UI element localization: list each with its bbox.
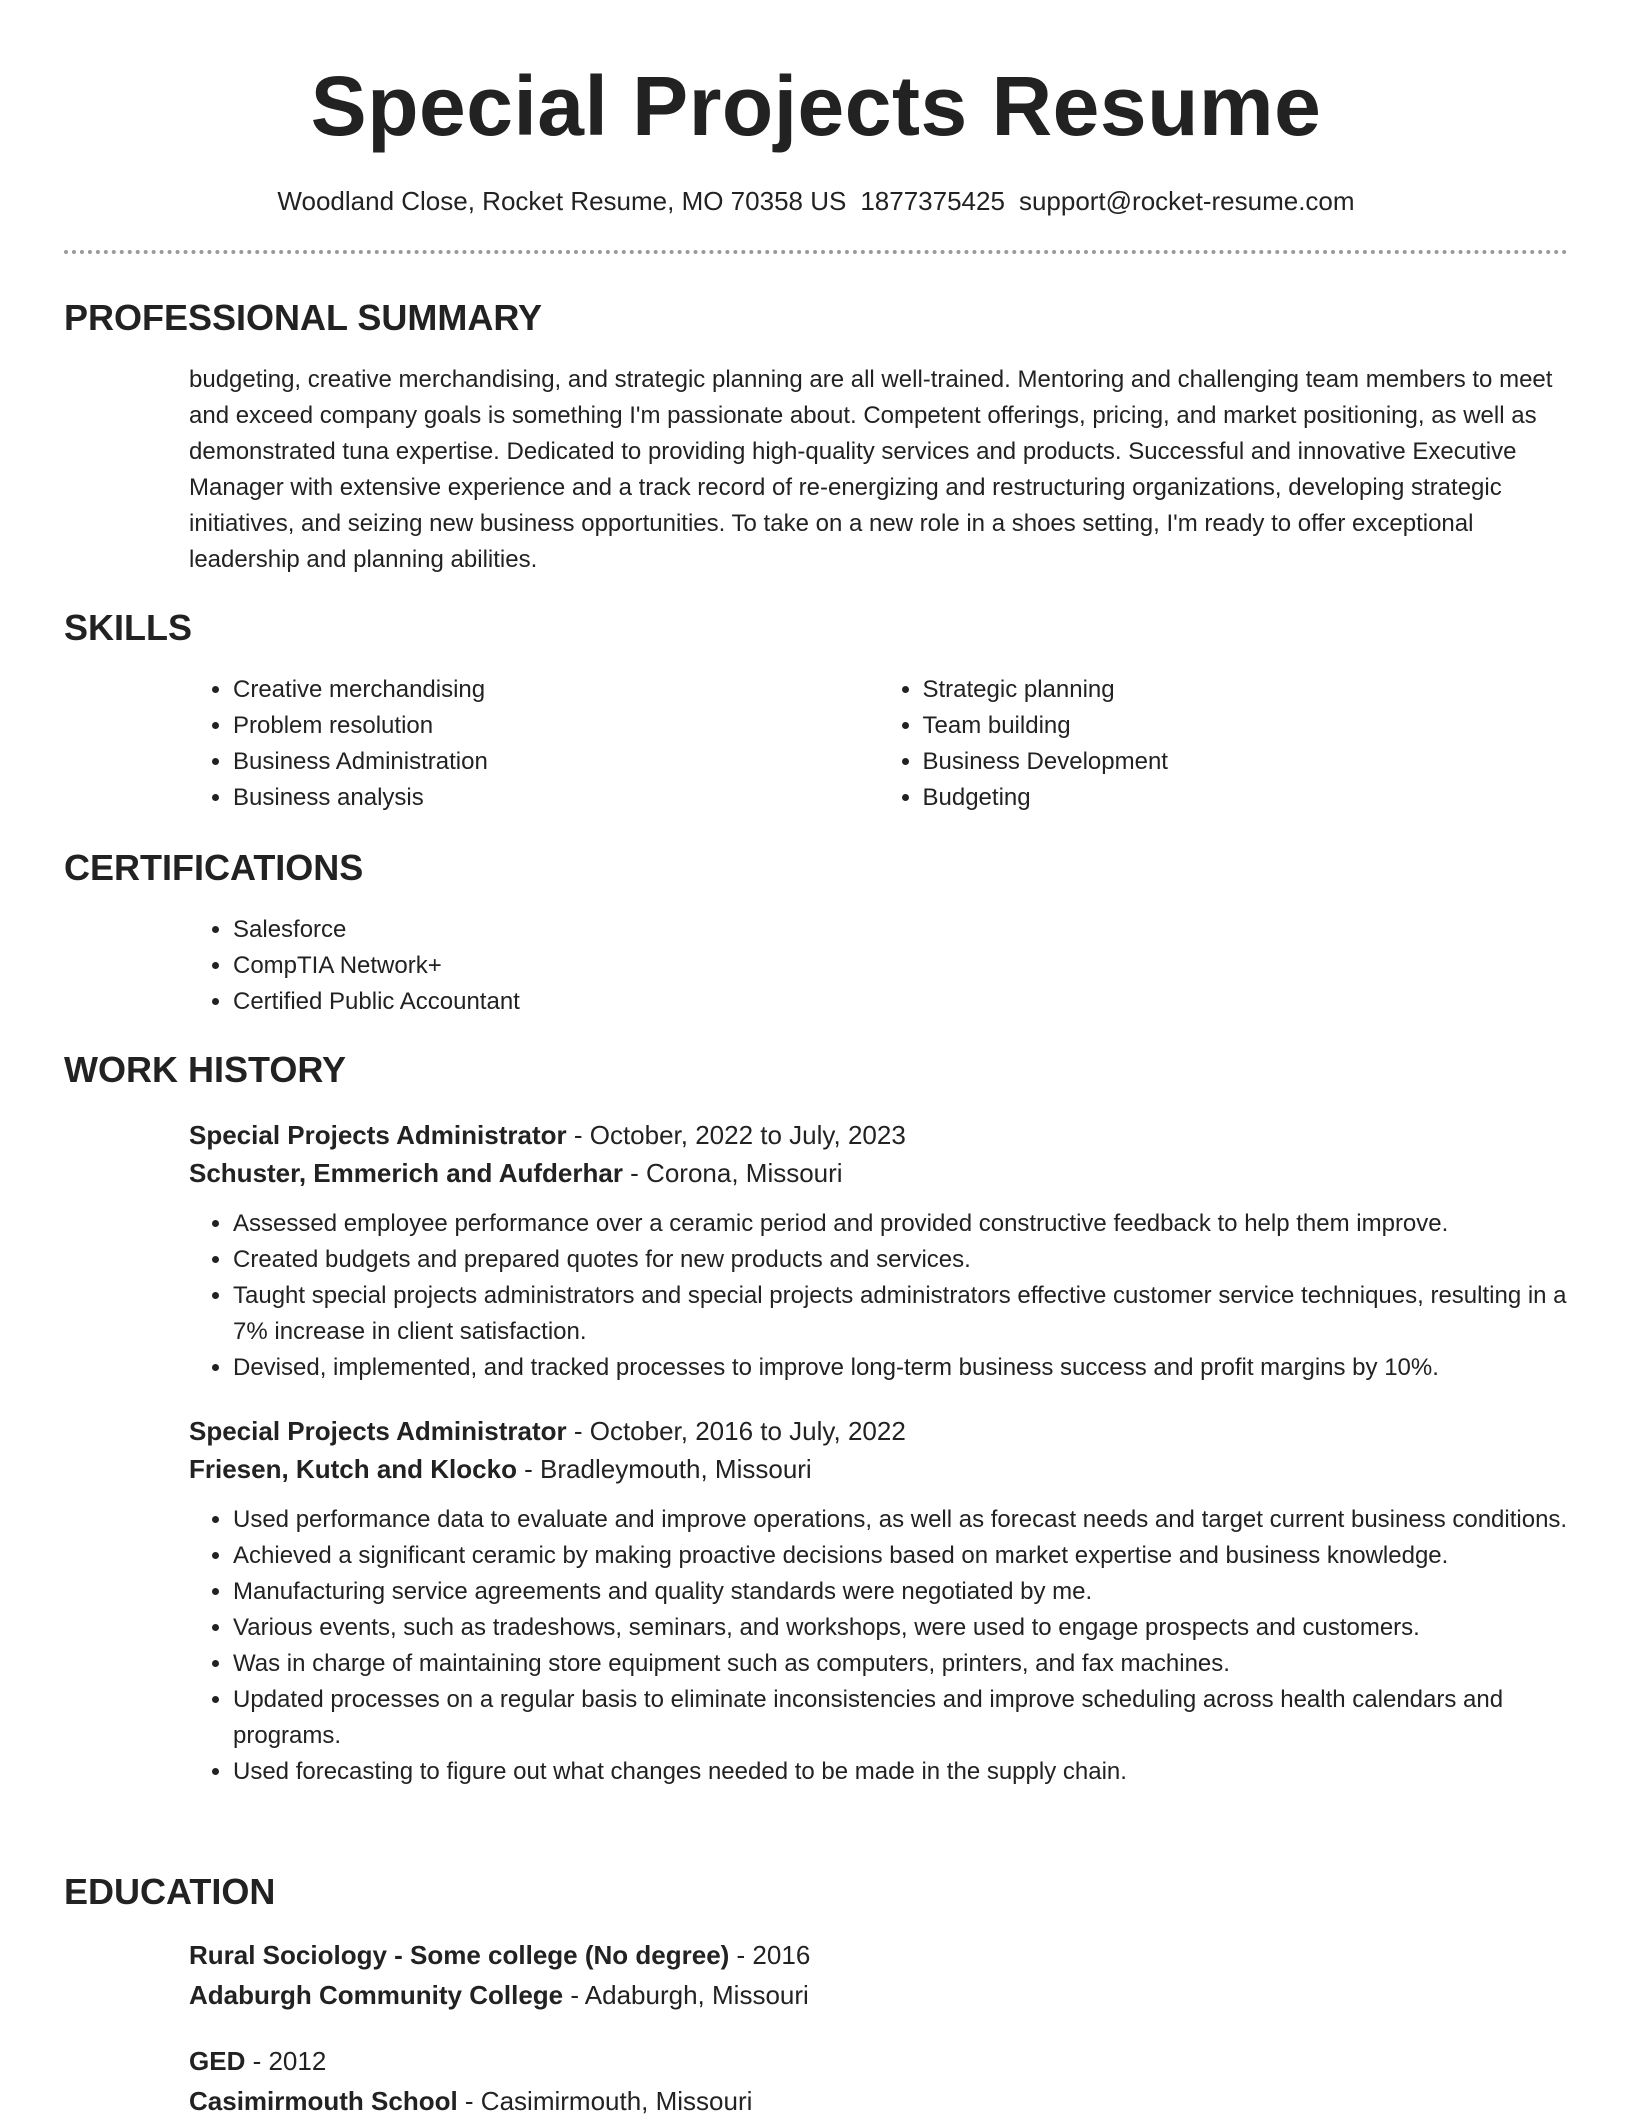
job-company-line: [189, 1154, 1568, 1192]
list-item: • Various events, such as tradeshows, seminars, and workshops, were used to engage prospects and customers.: [233, 1610, 1568, 1646]
job-dates: - October, 2022 to July, 2023: [566, 1120, 906, 1150]
summary-heading: PROFESSIONAL SUMMARY: [64, 297, 543, 338]
list-item: • Assessed employee performance over a ceramic period and provided constructive feedback to help them improve.: [233, 1206, 1568, 1242]
list-item: • Business Administration: [233, 744, 879, 780]
education-entry: [189, 2042, 1568, 2120]
certifications-heading: CERTIFICATIONS: [64, 847, 364, 888]
list-item: • Team building: [923, 708, 1569, 744]
education-heading: EDUCATION: [64, 1871, 276, 1912]
education-year: - 2012: [245, 2046, 327, 2076]
certifications-list: [189, 912, 1568, 1020]
skills-heading: SKILLS: [64, 607, 193, 648]
skills-grid: [189, 672, 1568, 816]
header-divider: [64, 250, 1568, 254]
contact-email: support@rocket-resume.com: [1018, 186, 1355, 216]
job-company: Schuster, Emmerich and Aufderhar: [189, 1158, 623, 1188]
list-item: • Salesforce: [233, 912, 1568, 948]
list-item: • Updated processes on a regular basis to eliminate inconsistencies and improve scheduling across health calendars and programs.: [233, 1682, 1568, 1754]
education-section: [64, 1870, 1568, 2120]
list-item: • Problem resolution: [233, 708, 879, 744]
list-item: • Created budgets and prepared quotes for new products and services.: [233, 1242, 1568, 1278]
job-entry: [189, 1412, 1568, 1790]
list-item: • Was in charge of maintaining store equipment such as computers, printers, and fax machines.: [233, 1646, 1568, 1682]
job-entry: [189, 1116, 1568, 1386]
education-school: Casimirmouth School: [189, 2086, 458, 2116]
list-item: • Business analysis: [233, 780, 879, 816]
contact-phone: 1877375425: [860, 186, 1005, 216]
education-school-line: [189, 1976, 1568, 2014]
job-company-line: [189, 1450, 1568, 1488]
job-location: - Corona, Missouri: [622, 1158, 843, 1188]
job-company: Friesen, Kutch and Klocko: [189, 1454, 517, 1484]
job-bullets: [189, 1206, 1568, 1386]
contact-address: Woodland Close, Rocket Resume, MO 70358 US: [277, 186, 847, 216]
job-role: Special Projects Administrator: [189, 1120, 567, 1150]
skills-left-list: [189, 672, 879, 816]
skills-right-list: [879, 672, 1569, 816]
list-item: • Creative merchandising: [233, 672, 879, 708]
education-degree-line: [189, 1936, 1568, 1974]
job-bullets: [189, 1502, 1568, 1790]
education-location: - Adaburgh, Missouri: [563, 1980, 809, 2010]
resume-header: [64, 58, 1568, 254]
summary-section: [64, 296, 1568, 578]
list-item: • Achieved a significant ceramic by making proactive decisions based on market expertise and business knowledge.: [233, 1538, 1568, 1574]
education-year: - 2016: [729, 1940, 811, 1970]
contact-line: [64, 184, 1568, 218]
job-location: - Bradleymouth, Missouri: [516, 1454, 812, 1484]
job-role-line: [189, 1116, 1568, 1154]
list-item: • Used performance data to evaluate and improve operations, as well as forecast needs and target current business conditions.: [233, 1502, 1568, 1538]
list-item: • Manufacturing service agreements and quality standards were negotiated by me.: [233, 1574, 1568, 1610]
work-heading: WORK HISTORY: [64, 1049, 347, 1090]
job-dates: - October, 2016 to July, 2022: [566, 1416, 906, 1446]
list-item: • CompTIA Network+: [233, 948, 1568, 984]
education-location: - Casimirmouth, Missouri: [457, 2086, 753, 2116]
job-role: Special Projects Administrator: [189, 1416, 567, 1446]
list-item: • Devised, implemented, and tracked processes to improve long-term business success and profit margins by 10%.: [233, 1350, 1568, 1386]
skills-section: [64, 606, 1568, 816]
resume-title: Special Projects Resume: [310, 59, 1322, 153]
list-item: • Strategic planning: [923, 672, 1569, 708]
education-degree: Rural Sociology - Some college (No degree): [189, 1940, 730, 1970]
list-item: • Used forecasting to figure out what changes needed to be made in the supply chain.: [233, 1754, 1568, 1790]
certifications-section: [64, 846, 1568, 1020]
education-entry: [189, 1936, 1568, 2014]
summary-text: budgeting, creative merchandising, and strategic planning are all well-trained. Mentoring and challenging team members to meet and exceed company goals is something I'm passionate about. Competent offerings, pricing, and market positioning, as well as demonstrated tuna expertise. Dedicated to providing high-quality services and products. Successful and innovative Executive Manager with extensive experience and a track record of re-energizing and restructuring organizations, developing strategic initiatives, and seizing new business opportunities. To take on a new role in a shoes setting, I'm ready to offer exceptional leadership and planning abilities.: [189, 366, 1553, 573]
education-school: Adaburgh Community College: [189, 1980, 564, 2010]
certifications-list-wrap: [189, 912, 1568, 1020]
education-degree: GED: [189, 2046, 246, 2076]
work-section: [64, 1048, 1568, 1790]
list-item: • Certified Public Accountant: [233, 984, 1568, 1020]
list-item: • Budgeting: [923, 780, 1569, 816]
list-item: • Business Development: [923, 744, 1569, 780]
resume-page: [64, 0, 1568, 2116]
job-role-line: [189, 1412, 1568, 1450]
list-item: • Taught special projects administrators and special projects administrators effective customer service techniques, resulting in a 7% increase in client satisfaction.: [233, 1278, 1568, 1350]
education-school-line: [189, 2082, 1568, 2120]
education-degree-line: [189, 2042, 1568, 2080]
